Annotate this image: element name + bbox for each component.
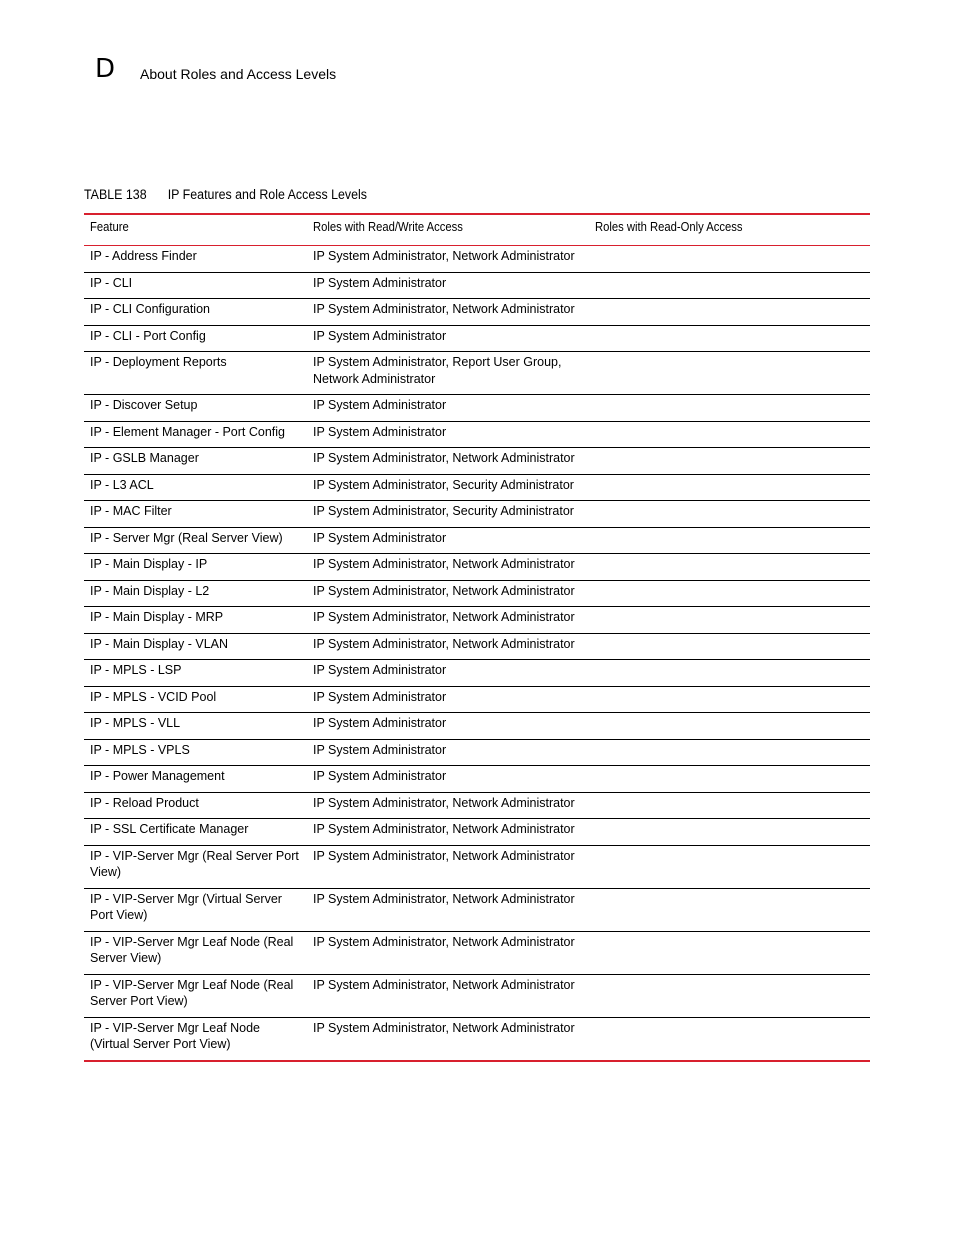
- read-write-cell: IP System Administrator, Network Administrator: [307, 580, 589, 607]
- read-only-cell: [589, 299, 870, 326]
- table-caption: [84, 186, 367, 204]
- feature-cell: IP - VIP-Server Mgr Leaf Node (Virtual Server Port View): [90, 1020, 260, 1051]
- table-row: [84, 974, 870, 1017]
- table-row: [84, 660, 870, 687]
- table-row: [84, 325, 870, 352]
- read-only-cell: [589, 607, 870, 634]
- read-write-cell: IP System Administrator, Network Administrator: [307, 246, 589, 273]
- read-only-cell: [589, 739, 870, 766]
- read-only-cell: [589, 474, 870, 501]
- read-only-cell: [589, 792, 870, 819]
- table-row: [84, 819, 870, 846]
- chapter-letter: D: [95, 54, 116, 84]
- read-only-cell: [589, 448, 870, 475]
- feature-cell: IP - MPLS - VCID Pool: [84, 686, 307, 713]
- read-write-cell: IP System Administrator, Network Administrator: [307, 888, 589, 931]
- read-write-cell: IP System Administrator, Network Administrator: [307, 792, 589, 819]
- feature-cell: IP - Element Manager - Port Config: [84, 421, 307, 448]
- feature-cell: IP - Main Display - IP: [84, 554, 307, 581]
- table-row: [84, 686, 870, 713]
- table-row: [84, 527, 870, 554]
- read-write-cell: IP System Administrator, Network Administrator: [307, 299, 589, 326]
- read-only-cell: [589, 352, 870, 395]
- table-row: [84, 272, 870, 299]
- read-write-cell: IP System Administrator: [307, 739, 589, 766]
- table-row: [84, 931, 870, 974]
- read-write-cell: IP System Administrator, Security Administrator: [307, 474, 589, 501]
- table-row: [84, 352, 870, 395]
- feature-cell: IP - GSLB Manager: [84, 448, 307, 475]
- read-only-cell: [589, 421, 870, 448]
- read-write-cell: IP System Administrator: [307, 660, 589, 687]
- column-header-read-only: Roles with Read-Only Access: [589, 214, 870, 246]
- read-write-cell: IP System Administrator, Network Administrator: [307, 931, 589, 974]
- table-number: TABLE 138: [84, 187, 147, 202]
- table-row: [84, 739, 870, 766]
- feature-cell: IP - MPLS - VPLS: [84, 739, 307, 766]
- feature-cell: IP - VIP-Server Mgr Leaf Node (Real Server Port View): [84, 974, 307, 1017]
- feature-cell: IP - Reload Product: [84, 792, 307, 819]
- table-row: [84, 395, 870, 422]
- table-row: [84, 474, 870, 501]
- read-only-cell: [589, 527, 870, 554]
- read-write-cell: IP System Administrator: [307, 325, 589, 352]
- read-write-cell: IP System Administrator: [307, 272, 589, 299]
- column-header-feature: Feature: [84, 214, 307, 246]
- read-write-cell: IP System Administrator, Report User Group, Network Administrator: [307, 352, 589, 395]
- read-only-cell: [589, 766, 870, 793]
- table-row: [84, 633, 870, 660]
- read-only-cell: [589, 845, 870, 888]
- read-write-cell: IP System Administrator, Network Administrator: [313, 1020, 575, 1035]
- table-row: [84, 421, 870, 448]
- read-only-cell: [589, 395, 870, 422]
- feature-cell: IP - VIP-Server Mgr (Virtual Server Port View): [84, 888, 307, 931]
- read-write-cell: IP System Administrator: [307, 395, 589, 422]
- feature-cell: IP - CLI - Port Config: [84, 325, 307, 352]
- feature-cell: IP - Main Display - L2: [84, 580, 307, 607]
- table-row: [84, 554, 870, 581]
- table-body: [84, 246, 870, 1061]
- read-only-cell: [589, 974, 870, 1017]
- read-only-cell: [589, 713, 870, 740]
- read-only-cell: [589, 580, 870, 607]
- table-row: [84, 607, 870, 634]
- table-row: [84, 888, 870, 931]
- read-only-cell: [589, 686, 870, 713]
- feature-cell: IP - Main Display - VLAN: [84, 633, 307, 660]
- table-row: [84, 580, 870, 607]
- feature-cell: IP - VIP-Server Mgr Leaf Node (Real Server View): [84, 931, 307, 974]
- read-write-cell: IP System Administrator: [307, 421, 589, 448]
- read-only-cell: [589, 325, 870, 352]
- read-write-cell: IP System Administrator: [307, 713, 589, 740]
- read-only-cell: [589, 888, 870, 931]
- read-only-cell: [589, 501, 870, 528]
- feature-cell: IP - CLI Configuration: [84, 299, 307, 326]
- read-only-cell: [589, 554, 870, 581]
- feature-cell: IP - Address Finder: [84, 246, 307, 273]
- table-row: [84, 845, 870, 888]
- feature-cell: IP - MPLS - LSP: [84, 660, 307, 687]
- read-only-cell: [589, 246, 870, 273]
- feature-cell: IP - Deployment Reports: [84, 352, 307, 395]
- table-row: [84, 299, 870, 326]
- feature-cell: IP - VIP-Server Mgr (Real Server Port View): [84, 845, 307, 888]
- feature-cell: IP - SSL Certificate Manager: [84, 819, 307, 846]
- table-row: [84, 1017, 870, 1061]
- feature-cell: IP - Server Mgr (Real Server View): [84, 527, 307, 554]
- table-row: [84, 246, 870, 273]
- feature-cell: IP - MPLS - VLL: [84, 713, 307, 740]
- read-only-cell: [589, 660, 870, 687]
- table-row: [84, 766, 870, 793]
- table-row: [84, 713, 870, 740]
- table-row: [84, 501, 870, 528]
- feature-cell: IP - Main Display - MRP: [84, 607, 307, 634]
- table-row: [84, 448, 870, 475]
- read-write-cell: IP System Administrator, Network Administrator: [307, 845, 589, 888]
- feature-cell: IP - Power Management: [84, 766, 307, 793]
- table-row: [84, 792, 870, 819]
- read-write-cell: IP System Administrator, Network Administrator: [307, 554, 589, 581]
- read-write-cell: IP System Administrator, Network Administrator: [307, 607, 589, 634]
- feature-cell: IP - MAC Filter: [84, 501, 307, 528]
- read-write-cell: IP System Administrator, Network Administrator: [307, 633, 589, 660]
- read-only-cell: [589, 272, 870, 299]
- running-header-title: About Roles and Access Levels: [140, 66, 337, 82]
- read-only-cell: [589, 1017, 870, 1061]
- read-write-cell: IP System Administrator, Network Administrator: [307, 819, 589, 846]
- table-title: IP Features and Role Access Levels: [167, 187, 368, 202]
- table-header-row: [84, 214, 870, 246]
- read-write-cell: IP System Administrator: [307, 527, 589, 554]
- read-write-cell: IP System Administrator: [307, 766, 589, 793]
- read-only-cell: [589, 633, 870, 660]
- read-write-cell: IP System Administrator, Security Administrator: [307, 501, 589, 528]
- read-only-cell: [589, 819, 870, 846]
- feature-cell: IP - Discover Setup: [84, 395, 307, 422]
- feature-cell: IP - L3 ACL: [84, 474, 307, 501]
- read-write-cell: IP System Administrator, Network Administrator: [307, 448, 589, 475]
- feature-cell: IP - CLI: [84, 272, 307, 299]
- roles-access-table: [84, 213, 870, 1062]
- column-header-read-write: Roles with Read/Write Access: [307, 214, 589, 246]
- read-write-cell: IP System Administrator: [307, 686, 589, 713]
- read-write-cell: IP System Administrator, Network Administrator: [307, 974, 589, 1017]
- read-only-cell: [589, 931, 870, 974]
